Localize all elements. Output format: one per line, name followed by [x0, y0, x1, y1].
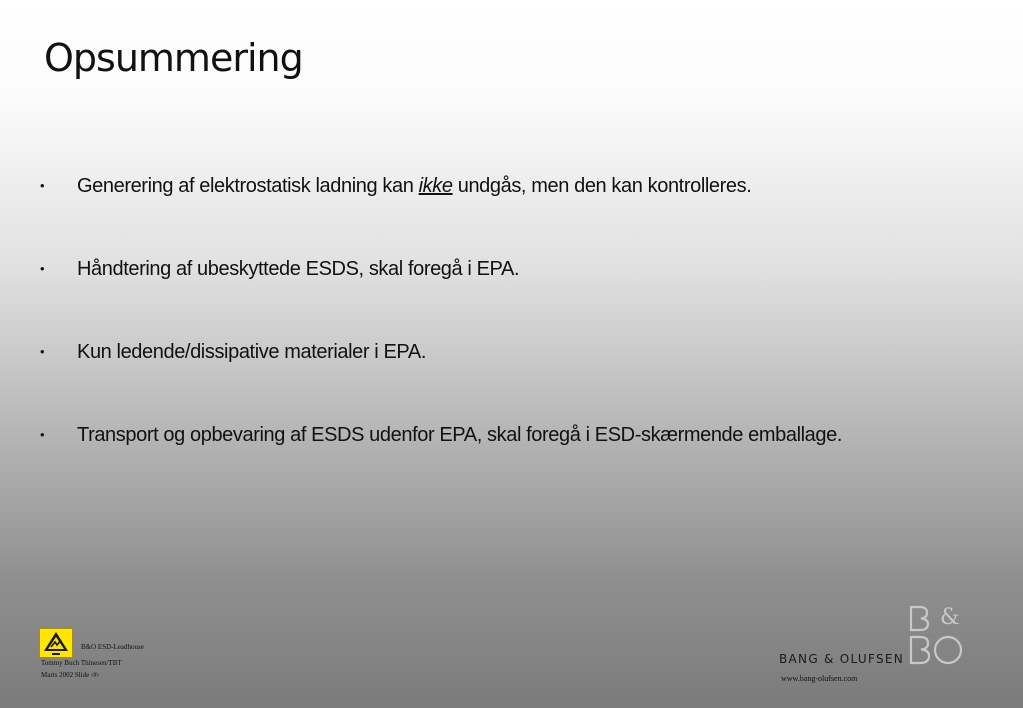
bullet-item — [40, 170, 990, 253]
bullet-list — [40, 170, 990, 502]
bullet-text: Håndtering af ubeskyttede ESDS, skal foregå i EPA. — [77, 258, 520, 280]
bullet-text: Generering af elektrostatisk ladning kan — [77, 175, 419, 197]
bullet-emphasis: ikke — [418, 175, 453, 197]
brand-name: BANG & OLUFSEN — [779, 652, 905, 666]
bullet-dot: • — [40, 261, 45, 276]
website-label: www.bang-olufsen.com — [781, 674, 858, 683]
esd-leadhouse-label: B&O ESD-Leadhouse — [81, 643, 144, 651]
svg-text:&: & — [940, 605, 960, 630]
bullet-dot: • — [40, 344, 45, 359]
author-label: Tommy Buch Thinesen/TBT — [41, 659, 122, 667]
bullet-text: Transport og opbevaring af ESDS udenfor EPA, skal foregå i ESD-skærmende emballage. — [77, 424, 842, 446]
bullet-dot: • — [40, 427, 45, 442]
bullet-text-end: undgås, men den kan kontrolleres. — [452, 175, 752, 197]
bullet-text: Kun ledende/dissipative materialer i EPA. — [77, 341, 426, 363]
date-slide-label: Marts 2002 Slide ‹#› — [41, 671, 100, 679]
bullet-item — [40, 336, 990, 419]
bullet-dot: • — [40, 178, 45, 193]
bullet-item — [40, 419, 990, 502]
esd-warning-icon — [39, 628, 73, 658]
slide-title: Opsummering — [44, 36, 303, 80]
bullet-item — [40, 253, 990, 336]
bo-monogram-icon — [906, 604, 968, 671]
